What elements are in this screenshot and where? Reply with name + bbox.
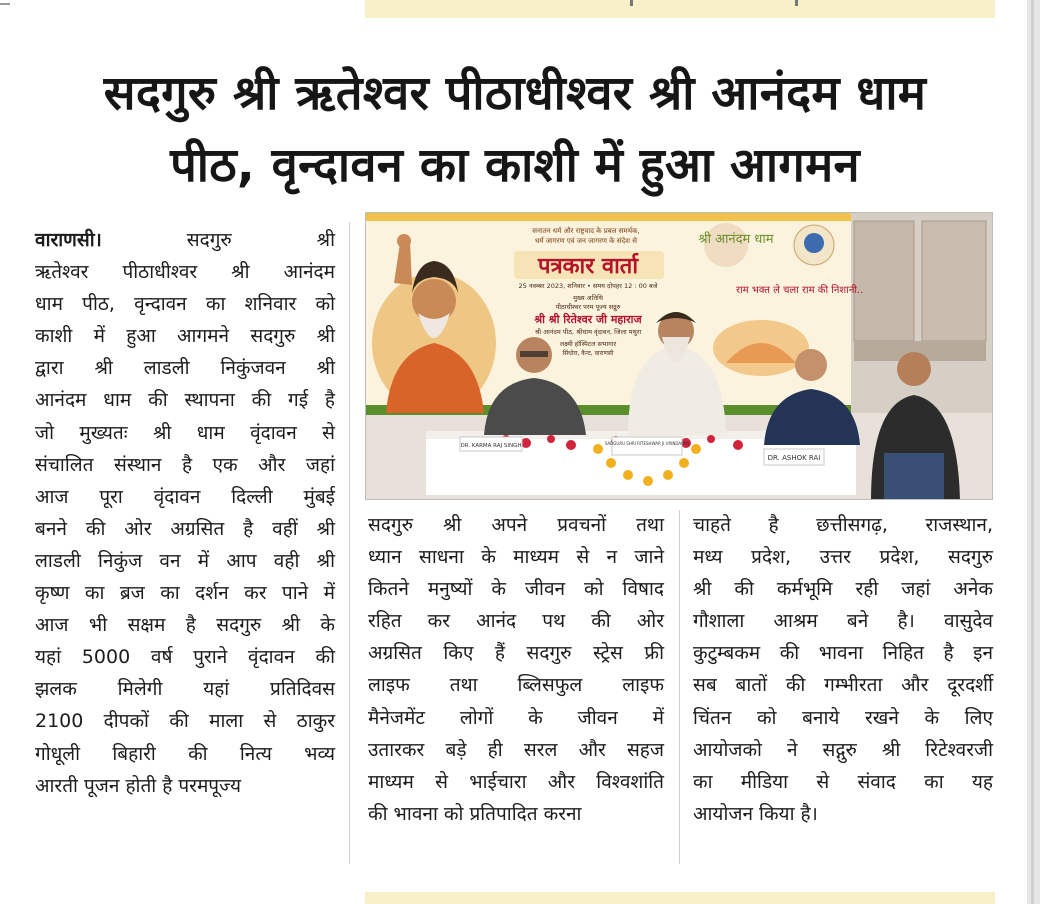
nameplate-3: DR. ASHOK RAI <box>767 454 821 462</box>
article-line: गौशाला आश्रम बने है। वासुदेव <box>693 610 993 633</box>
banner-venue-2: सिंधोरा, कैन्ट, वाराणसी <box>562 350 614 357</box>
article-line: का मीडिया से संवाद का यह <box>693 770 993 793</box>
banner-name: श्री श्री रितेश्वर जी महाराज <box>534 313 642 326</box>
article-line: आरती पूजन होती है परमपूज्य <box>35 774 241 797</box>
article-line: उतारकर बड़े ही सरल और सहज <box>368 738 664 761</box>
article-line: कुटुम्बकम की भावना निहित है इन <box>693 642 993 665</box>
banner-venue-1: लक्ष्मी हॉस्पिटल सभागार <box>559 340 617 348</box>
article-line: मैनेजमेंट लोगों के जीवन में <box>368 706 664 729</box>
article-line: सदगुरु श्री अपने प्रवचनों तथा <box>368 514 664 536</box>
article-line: जो मुख्यतः श्री धाम वृंदावन से <box>35 421 335 444</box>
top-cropped-band <box>365 0 995 18</box>
article-line: रहित कर आनंद पथ की ओर <box>368 610 664 633</box>
article-line: चाहते है छत्तीसगढ़, राजस्थान, <box>693 514 993 536</box>
corner-mark <box>0 0 14 10</box>
article-line: बनने की ओर अग्रसित है वहीं श्री <box>35 517 335 540</box>
column-divider <box>349 222 350 864</box>
headline <box>20 58 1010 202</box>
headline-line-1: सदगुरु श्री ऋतेश्वर पीठाधीश्वर श्री आनंदम धाम <box>103 66 927 121</box>
banner-place: श्री आनंदम पीठ, श्रीधाम वृंदावन, जिला मथुरा <box>534 328 642 336</box>
banner-subtitle: मुख्य अतिथि <box>573 294 603 302</box>
banner-top-line-2: धर्म जागरण एवं जन जागरण के संदेश से <box>535 237 637 245</box>
article-line: लाडली निकुंज वन में आप वही श्री <box>35 549 335 572</box>
nameplate-1: DR. KARMA RAJ SINGH <box>460 443 522 449</box>
banner-top-line-1: सनातन धर्म और राष्ट्रवाद के प्रबल समर्थक, <box>532 227 640 235</box>
article-line: आज भी सक्षम है सदगुरु श्री के <box>35 614 335 637</box>
article-line: अग्रसित किए हैं सदगुरु स्ट्रेस फ्री <box>368 642 664 665</box>
article-line: धाम पीठ, वृन्दावन का शनिवार को <box>35 293 335 316</box>
article-line: आनंदम धाम की स्थापना की गई है <box>35 389 335 412</box>
article-text: सदगुरु श्री <box>101 229 335 251</box>
article-line: ध्यान साधना के माध्यम से न जाने <box>368 546 664 569</box>
article-line: चिंतन को बनाये रखने के लिए <box>693 706 993 729</box>
headline-line-2: पीठ, वृन्दावन का काशी में हुआ आगमन <box>170 138 860 193</box>
banner-date: 25 नवम्बर 2023, शनिवार • समय दोपहर 12 : 00 बजे <box>518 282 658 290</box>
article-column-1 <box>35 224 335 802</box>
article-line: 2100 दीपकों की माला से ठाकुर <box>35 710 335 733</box>
article-line: कृष्ण का ब्रज का दर्शन कर पाने में <box>35 582 335 605</box>
article-line: कितने मनुष्यों के जीवन को विषाद <box>368 578 664 601</box>
press-conference-photo <box>365 212 993 500</box>
article-line: मध्य प्रदेश, उत्तर प्रदेश, सदगुरु <box>693 546 993 569</box>
article-line: गोधूली बिहारी की नित्य भव्य <box>35 742 335 765</box>
banner-title: पत्रकार वार्ता <box>537 254 639 279</box>
dateline: वाराणसी। <box>35 229 102 251</box>
article-line: की भावना को प्रतिपादित करना <box>368 802 582 825</box>
page-edge <box>1027 0 1040 904</box>
article-line: ऋतेश्वर पीठाधीश्वर श्री आनंदम <box>35 261 335 284</box>
article-column-3 <box>693 509 993 830</box>
article-line: संचालित संस्थान है एक और जहां <box>35 453 335 476</box>
article-line: यहां 5000 वर्ष पुराने वृंदावन की <box>35 646 335 669</box>
article-line: आयोजन किया है। <box>693 802 818 825</box>
article-line: सब बातों की गम्भीरता और दूरदर्शी <box>693 674 993 697</box>
article-line: लाइफ तथा ब्लिसफुल लाइफ <box>368 674 664 697</box>
article-line: आज पूरा वृंदावन दिल्ली मुंबई <box>35 485 335 508</box>
logo-text: श्री आनंदम धाम <box>698 232 774 247</box>
article-line: श्री की कर्मभूमि रही जहां अनेक <box>693 578 993 601</box>
article-line: आयोजको ने सद्गुरु श्री रिटेश्वरजी <box>693 738 993 761</box>
article-line: माध्यम से भाईचारा और विश्वशांति <box>368 770 664 793</box>
article-line: काशी में हुआ आगमने सदगुरु श्री <box>35 325 335 348</box>
article-line: झलक मिलेगी यहां प्रतिदिवस <box>35 678 335 701</box>
column-divider <box>679 510 680 864</box>
banner-slogan: राम भक्त ले चला राम की निशानी.. <box>736 285 864 296</box>
bottom-cropped-band <box>365 892 995 904</box>
article-line <box>35 224 335 256</box>
article-column-2 <box>368 509 664 830</box>
nameplate-2: SADGURU SHRI RITESHWAR JI VRINDAVAN <box>604 441 690 446</box>
article-line: द्वारा श्री लाडली निकुंजवन श्री <box>35 357 335 380</box>
banner-sub2: पीठाधीश्वर परम पूज्य सद्गुरु <box>555 303 621 311</box>
